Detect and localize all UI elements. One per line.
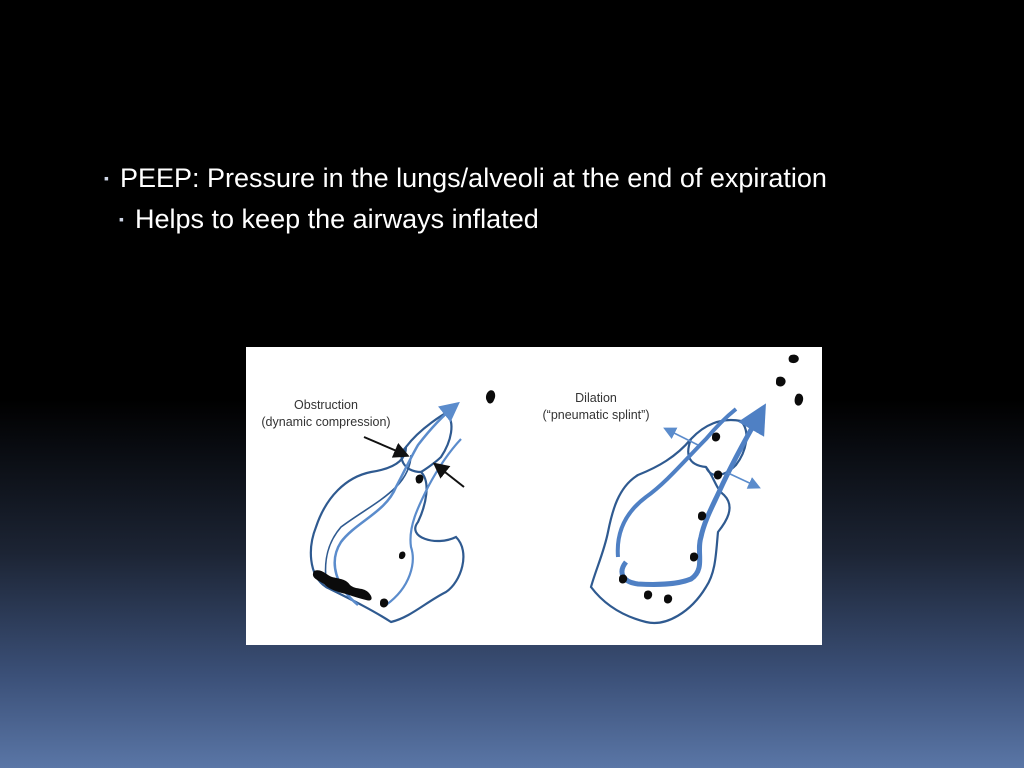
bullet-airways [119, 203, 539, 235]
compression-arrow-left [364, 437, 406, 455]
particle-blob [416, 475, 424, 484]
particle-blob [712, 433, 720, 442]
bullet-text-peep: PEEP: Pressure in the lungs/alveoli at the end of expiration [120, 163, 827, 193]
particle-blob [690, 553, 698, 562]
obstruction-subtitle: (dynamic compression) [261, 415, 391, 429]
left-airway-mouth [406, 413, 451, 472]
bullet-peep [104, 162, 827, 194]
airway-illustration [246, 347, 822, 645]
left-alveolus-outline [311, 447, 464, 622]
particle-blob [664, 595, 672, 604]
particle-blob [776, 377, 786, 387]
particle-blob [795, 394, 804, 406]
airway-diagram [246, 347, 822, 645]
dilation-arrow-right [728, 473, 758, 487]
dilation-title: Dilation [575, 391, 617, 405]
right-alveolus-outline [591, 439, 730, 623]
left-flow-line [335, 405, 456, 605]
obstruction-title: Obstruction [294, 398, 358, 412]
bullet-text-airways: Helps to keep the airways inflated [135, 204, 539, 234]
bullet-list [0, 0, 1024, 260]
particle-blob [714, 471, 722, 480]
particle-blob [486, 390, 495, 403]
compression-arrow-right [436, 465, 464, 487]
particle-blob [399, 552, 405, 560]
particle-blob [644, 591, 652, 600]
particle-blob [380, 599, 388, 608]
particle-blob [789, 355, 799, 363]
bullet-marker: ▪ [104, 170, 109, 186]
dilation-subtitle: (“pneumatic splint”) [542, 408, 650, 422]
bullet-marker: ▪ [119, 211, 124, 227]
